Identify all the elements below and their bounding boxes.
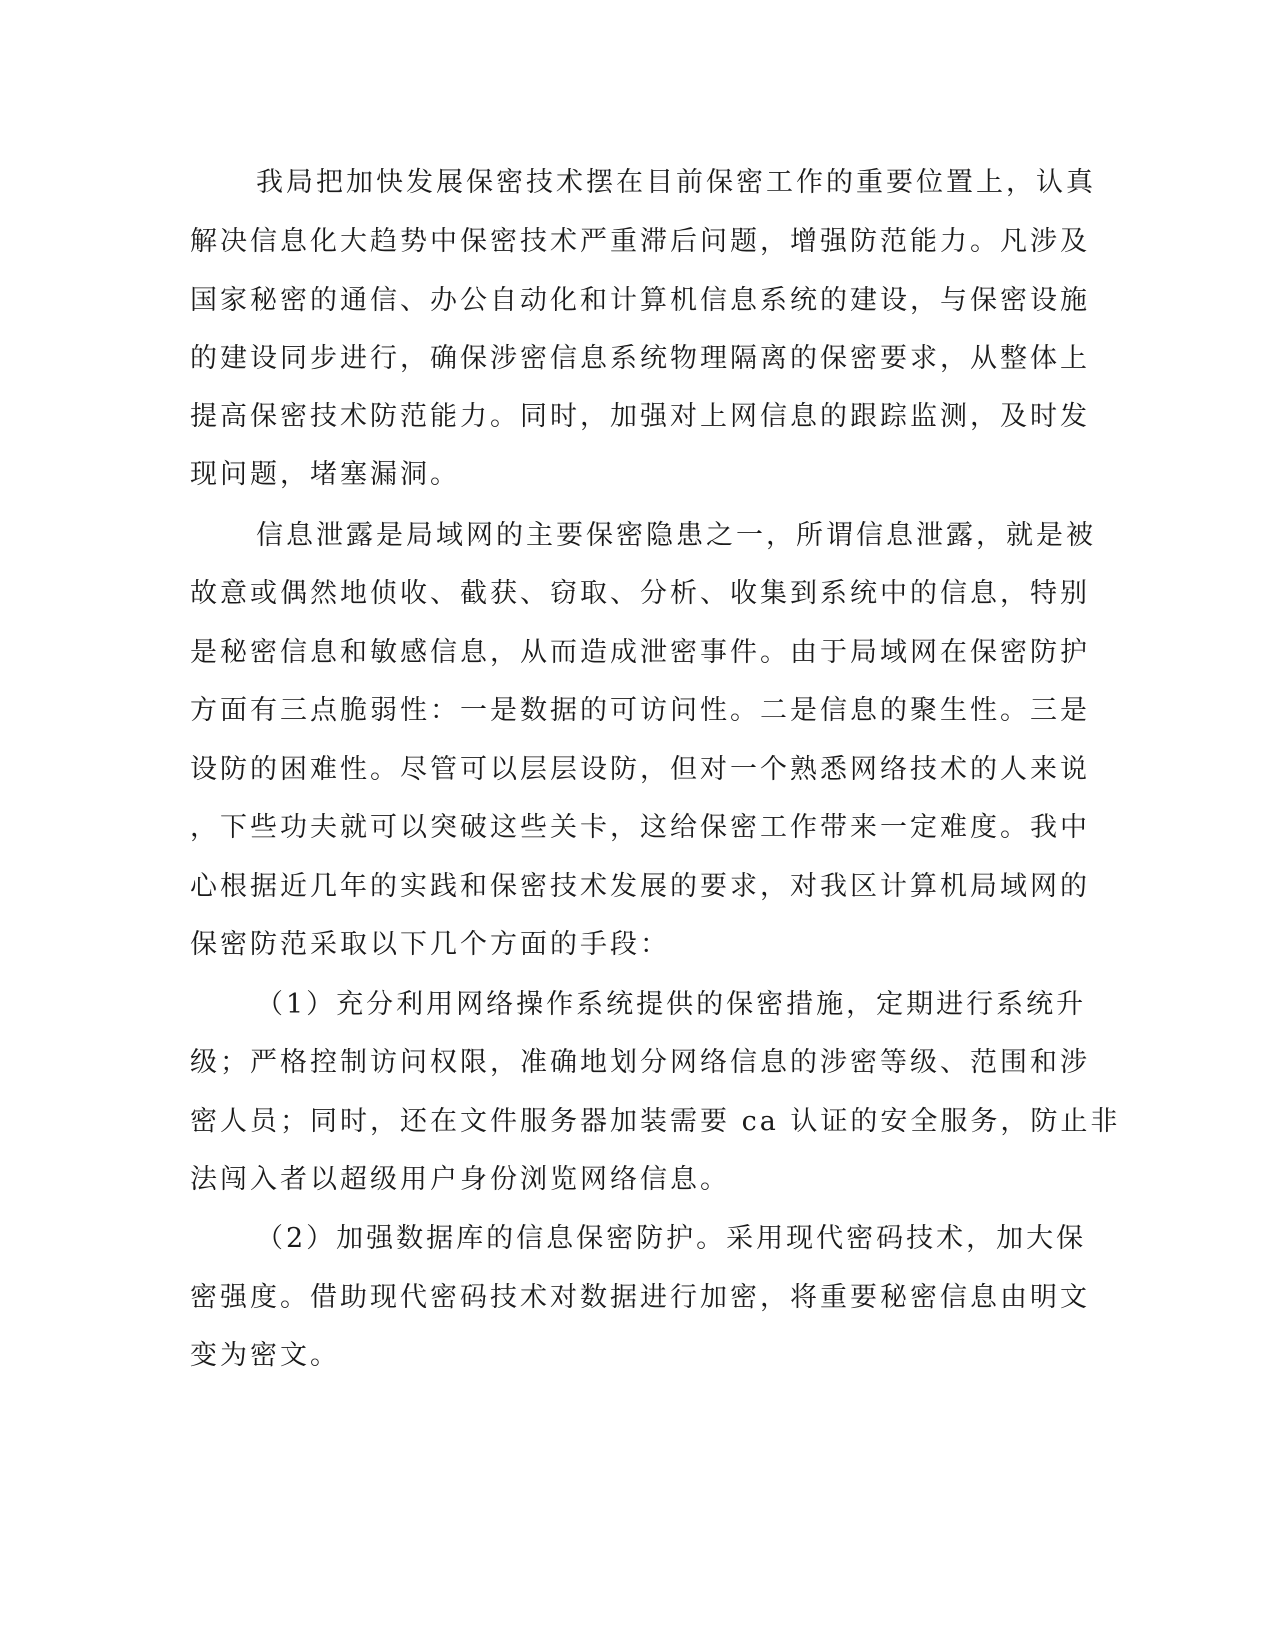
- paragraph-line: 现问题，堵塞漏洞。: [190, 459, 460, 490]
- paragraph-line: 密强度。借助现代密码技术对数据进行加密，将重要秘密信息由明文: [190, 1282, 1090, 1313]
- paragraph-line: 国家秘密的通信、办公自动化和计算机信息系统的建设，与保密设施: [190, 285, 1090, 316]
- paragraph-line: 设防的困难性。尽管可以层层设防，但对一个熟悉网络技术的人来说: [190, 754, 1090, 785]
- paragraph-line: 解决信息化大趋势中保密技术严重滞后问题，增强防范能力。凡涉及: [190, 226, 1090, 257]
- paragraph-line: 故意或偶然地侦收、截获、窃取、分析、收集到系统中的信息，特别: [190, 578, 1090, 609]
- paragraph-line: 的建设同步进行，确保涉密信息系统物理隔离的保密要求，从整体上: [190, 343, 1090, 374]
- paragraph-line: （1）充分利用网络操作系统提供的保密措施，定期进行系统升: [256, 989, 1087, 1020]
- paragraph-line: （2）加强数据库的信息保密防护。采用现代密码技术，加大保: [256, 1223, 1087, 1254]
- paragraph-line: ，下些功夫就可以突破这些关卡，这给保密工作带来一定难度。我中: [190, 812, 1090, 843]
- paragraph-line: 是秘密信息和敏感信息，从而造成泄密事件。由于局域网在保密防护: [190, 637, 1090, 668]
- paragraph-line: 提高保密技术防范能力。同时，加强对上网信息的跟踪监测，及时发: [190, 401, 1090, 432]
- paragraph-line: 方面有三点脆弱性：一是数据的可访问性。二是信息的聚生性。三是: [190, 695, 1090, 726]
- paragraph-line: 密人员；同时，还在文件服务器加装需要 ca 认证的安全服务，防止非: [190, 1106, 1121, 1137]
- paragraph-line: 变为密文。: [190, 1340, 340, 1371]
- paragraph-line: 法闯入者以超级用户身份浏览网络信息。: [190, 1164, 730, 1195]
- paragraph-line: 心根据近几年的实践和保密技术发展的要求，对我区计算机局域网的: [190, 871, 1090, 902]
- paragraph-line: 级；严格控制访问权限，准确地划分网络信息的涉密等级、范围和涉: [190, 1047, 1090, 1078]
- paragraph-line: 保密防范采取以下几个方面的手段：: [190, 929, 670, 960]
- paragraph-line: 信息泄露是局域网的主要保密隐患之一，所谓信息泄露，就是被: [256, 520, 1096, 551]
- paragraph-line: 我局把加快发展保密技术摆在目前保密工作的重要位置上，认真: [256, 167, 1096, 198]
